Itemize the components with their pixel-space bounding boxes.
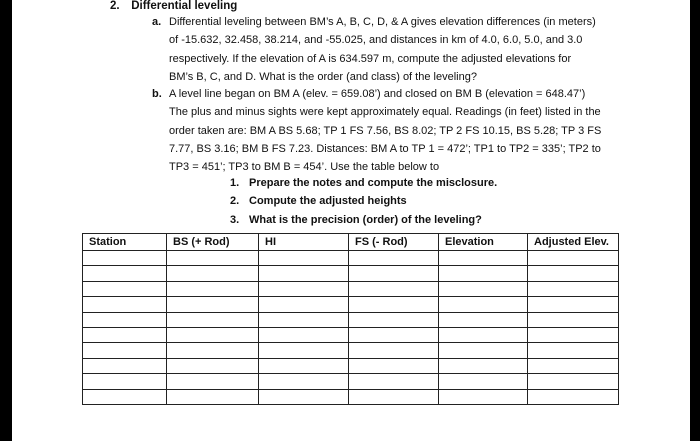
table-cell — [349, 312, 439, 327]
table-cell — [83, 266, 167, 281]
header-backsight: BS (+ Rod) — [167, 234, 259, 251]
step-text: Compute the adjusted heights — [249, 195, 407, 208]
step-number: 3. — [230, 213, 240, 226]
table-row — [83, 312, 619, 327]
table-cell — [349, 281, 439, 296]
part-a-line: respectively. If the elevation of A is 634.597 m, compute the adjusted elevations for — [169, 52, 572, 65]
table-cell — [349, 266, 439, 281]
table-cell — [259, 358, 349, 373]
table-cell — [83, 281, 167, 296]
table-cell — [259, 266, 349, 281]
table-cell — [349, 327, 439, 342]
steps-list — [230, 174, 497, 229]
table-cell — [259, 312, 349, 327]
part-b-line: The plus and minus sights were kept approximately equal. Readings (in feet) listed in the — [169, 106, 601, 119]
question-title-text: Differential leveling — [131, 0, 238, 12]
table-row — [83, 297, 619, 312]
table-cell — [528, 281, 619, 296]
table-cell — [259, 389, 349, 404]
part-a — [152, 13, 619, 86]
table-cell — [528, 374, 619, 389]
step-item — [230, 174, 497, 192]
table-cell — [439, 266, 528, 281]
table-cell — [167, 297, 259, 312]
header-station: Station — [83, 234, 167, 251]
part-a-line: of -15.632, 32.458, 38.214, and -55.025, and distances in km of 4.0, 6.0, 5.0, and 3.0 — [169, 34, 583, 47]
table-cell — [167, 374, 259, 389]
part-a-line: Differential leveling between BM’s A, B, C, D, & A gives elevation differences (in meters) — [169, 16, 596, 28]
table-cell — [528, 266, 619, 281]
table-cell — [439, 312, 528, 327]
table-cell — [528, 312, 619, 327]
table-cell — [83, 312, 167, 327]
table-cell — [439, 251, 528, 266]
question-title — [110, 0, 237, 12]
table-cell — [528, 389, 619, 404]
table-cell — [167, 358, 259, 373]
table-cell — [167, 251, 259, 266]
table-cell — [439, 281, 528, 296]
table-row — [83, 374, 619, 389]
table-cell — [528, 251, 619, 266]
table-body — [83, 251, 619, 405]
table-cell — [259, 251, 349, 266]
table-cell — [167, 266, 259, 281]
table-cell — [439, 389, 528, 404]
part-b-line: 7.77, BS 3.16; BM B FS 7.23. Distances: BM A to TP 1 = 472’; TP1 to TP2 = 335’; TP2 to — [169, 142, 601, 155]
part-a-label: a. — [152, 16, 162, 28]
table-cell — [528, 297, 619, 312]
header-adjusted-elevation: Adjusted Elev. — [528, 234, 619, 251]
step-number: 2. — [230, 195, 240, 208]
table-cell — [83, 358, 167, 373]
table-cell — [259, 343, 349, 358]
part-b-label: b. — [152, 88, 162, 100]
step-item — [230, 192, 497, 210]
leveling-table — [82, 233, 619, 405]
table-cell — [349, 389, 439, 404]
table-cell — [83, 374, 167, 389]
table-cell — [167, 389, 259, 404]
table-cell — [439, 327, 528, 342]
table-cell — [528, 343, 619, 358]
table-cell — [439, 358, 528, 373]
table-row — [83, 343, 619, 358]
table-cell — [259, 281, 349, 296]
table-row — [83, 389, 619, 404]
table-cell — [83, 251, 167, 266]
table-cell — [439, 343, 528, 358]
header-height-of-instrument: HI — [259, 234, 349, 251]
part-b-line: order taken are: BM A BS 5.68; TP 1 FS 7.56, BS 8.02; TP 2 FS 10.15, BS 5.28; TP 3 FS — [169, 124, 602, 137]
part-b-line: A level line began on BM A (elev. = 659.08’) and closed on BM B (elevation = 648.47’) — [169, 88, 586, 100]
table-row — [83, 281, 619, 296]
part-b — [152, 85, 619, 176]
table-cell — [259, 327, 349, 342]
table-row — [83, 358, 619, 373]
table-cell — [167, 327, 259, 342]
table-row — [83, 266, 619, 281]
table-row — [83, 251, 619, 266]
question-number: 2. — [110, 0, 120, 12]
table-cell — [83, 343, 167, 358]
step-number: 1. — [230, 177, 240, 189]
table-cell — [528, 327, 619, 342]
table-cell — [528, 358, 619, 373]
table-cell — [83, 327, 167, 342]
step-text: What is the precision (order) of the leveling? — [249, 213, 482, 226]
table-cell — [83, 389, 167, 404]
table-cell — [167, 281, 259, 296]
step-text: Prepare the notes and compute the misclosure. — [249, 177, 498, 189]
table-cell — [349, 374, 439, 389]
table-cell — [349, 343, 439, 358]
table-cell — [167, 343, 259, 358]
table-row — [83, 327, 619, 342]
header-elevation: Elevation — [439, 234, 528, 251]
table-cell — [167, 312, 259, 327]
header-foresight: FS (- Rod) — [349, 234, 439, 251]
table-cell — [439, 374, 528, 389]
table-cell — [349, 297, 439, 312]
part-a-line: BM’s B, C, and D. What is the order (and class) of the leveling? — [169, 70, 477, 83]
table-cell — [259, 297, 349, 312]
step-item — [230, 211, 497, 229]
table-cell — [349, 358, 439, 373]
part-b-line: TP3 = 451’; TP3 to BM B = 454’. Use the table below to — [169, 161, 440, 174]
table-cell — [83, 297, 167, 312]
table-cell — [439, 297, 528, 312]
table-cell — [349, 251, 439, 266]
table-header-row — [83, 234, 619, 251]
table-cell — [259, 374, 349, 389]
